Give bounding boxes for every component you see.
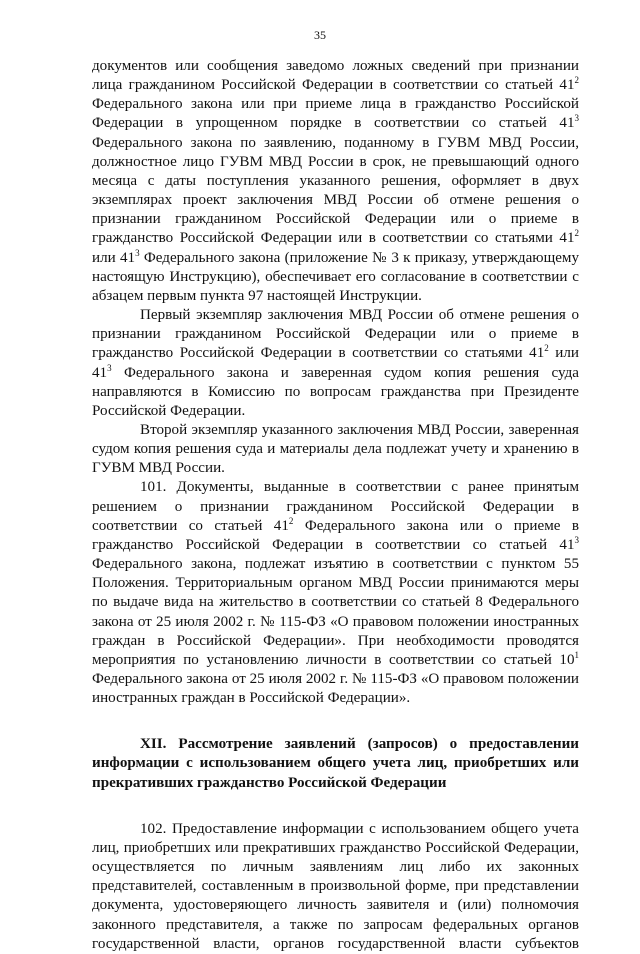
document-body (92, 57, 579, 954)
text-run: документов или сообщения заведомо ложных сведений при признании лица гражданином Российской Федерации в соответствии со статьей 41 (92, 58, 579, 94)
text-run: Федерального закона (приложение № 3 к приказу, утверждающему настоящую Инструкцию), обеспечивает его согласование в соответствии с абзацем первым пункта 97 настоящей Инструкции. (92, 249, 579, 304)
text-run: или 41 (92, 345, 579, 381)
paragraph-second-copy (92, 421, 579, 478)
text-run: Федерального закона по заявлению, поданному в ГУВМ МВД России, должностное лицо ГУВМ МВД России в срок, не превышающий одного месяца с даты поступления указанного решения, оформляет в двух экземплярах проект заключения МВД России об отмене решения о признании гражданином Российской Федерации или о приеме в гражданство Российской Федерации или в соответствии со статьями 41 (92, 134, 579, 247)
superscript: 1 (574, 649, 579, 660)
superscript: 3 (574, 113, 579, 124)
superscript: 2 (574, 228, 579, 239)
superscript: 3 (574, 534, 579, 545)
text-run: Первый экземпляр заключения МВД России об отмене решения о признании гражданином Российской Федерации или о приеме в гражданство Российской Федерации в соответствии со статьями 41 (92, 307, 579, 362)
paragraph-101 (92, 478, 579, 708)
section-heading: XII. Рассмотрение заявлений (запросов) о предоставлении информации с использованием общего учета лиц, приобретших или прекративших гражданство Российской Федерации (92, 736, 579, 791)
text-run: Федерального закона от 25 июля 2002 г. № 115-ФЗ «О правовом положении иностранных граждан в Российской Федерации». (92, 671, 579, 707)
text-run: Федерального закона или при приеме лица в гражданство Российской Федерации в упрощенном порядке в соответствии со статьей 41 (92, 96, 579, 132)
text-run: Второй экземпляр указанного заключения МВД России, заверенная судом копия решения суда и материалы дела подлежат учету и хранению в ГУВМ МВД России. (92, 421, 579, 477)
text-run: 102. Предоставление информации с использованием общего учета лиц, приобретших или прекративших гражданство Российской Федерации, осуществляется по личным заявлениям лиц либо их законных представителей, составленным в произвольной форме, при представлении документа, удостоверяющего личность заявителя и (или) полномочия законного представителя, а также по запросам федеральных органов государственной власти, органов государственной власти субъектов (92, 820, 579, 952)
superscript: 3 (107, 362, 112, 373)
superscript: 2 (574, 75, 579, 86)
text-run: или 41 (92, 249, 136, 266)
paragraph-first-copy (92, 306, 579, 421)
text-run: Федерального закона, подлежат изъятию в соответствии с пунктом 55 Положения. Территориальным органом МВД России принимаются меры по выдаче вида на жительство в соответствии со статьей 8 Федерального закона от 25 июля 2002 г. № 115-ФЗ «О правовом положении иностранных граждан в Российской Федерации». При необходимости проводятся мероприятия по установлению личности в соответствии со статьей 10 (92, 556, 579, 668)
text-run: Федерального закона и заверенная судом копия решения суда направляются в Комиссию по вопросам гражданства при Президенте Российской Федерации. (92, 364, 579, 419)
superscript: 2 (544, 343, 549, 354)
text-run: Федерального закона или о приеме в гражданство Российской Федерации в соответствии со статьей 41 (92, 517, 579, 553)
page-number: 35 (314, 28, 326, 42)
text-run: 101. Документы, выданные в соответствии с ранее принятым решением о признании гражданином Российской Федерации в соответствии со статьей 41 (92, 479, 579, 534)
paragraph-102 (92, 820, 579, 954)
superscript: 3 (135, 247, 140, 258)
superscript: 2 (288, 515, 294, 526)
paragraph-100-continuation (92, 57, 579, 306)
